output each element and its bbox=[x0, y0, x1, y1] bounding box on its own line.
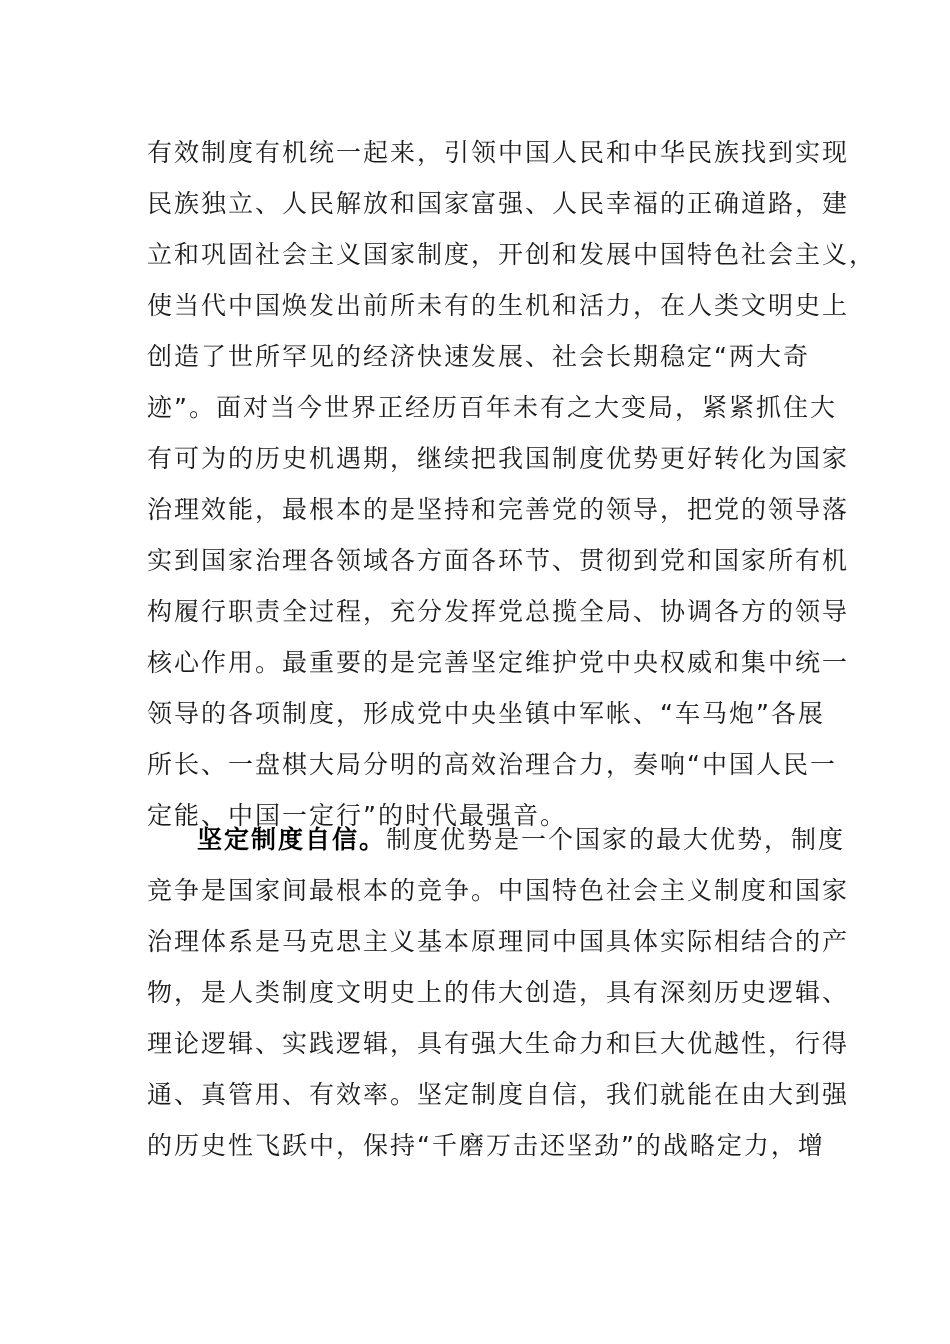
paragraph-institutional-confidence bbox=[147, 814, 850, 1171]
paragraph-lead-heading: 坚定制度自信。 bbox=[197, 825, 387, 854]
text-line: 创造了世所罕见的经济快速发展、社会长期稳定“两大奇 bbox=[147, 342, 810, 371]
text-line-rest: 制度优势是一个国家的最大优势，制度 bbox=[386, 825, 846, 854]
text-line: 民族独立、人民解放和国家富强、人民幸福的正确道路，建 bbox=[147, 189, 850, 218]
text-line: 实到国家治理各领域各方面各环节、贯彻到党和国家所有机 bbox=[147, 546, 850, 575]
text-line: 所长、一盘棋大局分明的高效治理合力，奏响“中国人民一 bbox=[147, 750, 837, 779]
text-line: 有效制度有机统一起来，引领中国人民和中华民族找到实现 bbox=[147, 138, 850, 167]
text-line: 领导的各项制度，形成党中央坐镇中军帐、“车马炮”各展 bbox=[147, 699, 825, 728]
text-line: 构履行职责全过程，充分发挥党总揽全局、协调各方的领导 bbox=[147, 597, 850, 626]
text-line: 通、真管用、有效率。坚定制度自信，我们就能在由大到强 bbox=[147, 1080, 850, 1109]
text-line: 使当代中国焕发出前所未有的生机和活力，在人类文明史上 bbox=[147, 291, 850, 320]
text-line: 迹”。面对当今世界正经历百年未有之大变局，紧紧抓住大 bbox=[147, 393, 837, 422]
text-line: 的历史性飞跃中，保持“千磨万击还坚劲”的战略定力，增 bbox=[147, 1131, 825, 1160]
text-line: 定能、中国一定行”的时代最强音。 bbox=[147, 801, 567, 830]
text-line: 治理体系是马克思主义基本原理同中国具体实际相结合的产 bbox=[147, 927, 850, 956]
text-line: 物，是人类制度文明史上的伟大创造，具有深刻历史逻辑、 bbox=[147, 978, 850, 1007]
paragraph-system-advantages bbox=[147, 127, 877, 841]
text-line: 竞争是国家间最根本的竞争。中国特色社会主义制度和国家 bbox=[147, 876, 850, 905]
text-line: 理论逻辑、实践逻辑，具有强大生命力和巨大优越性，行得 bbox=[147, 1029, 850, 1058]
text-line: 有可为的历史机遇期，继续把我国制度优势更好转化为国家 bbox=[147, 444, 850, 473]
text-line: 治理效能，最根本的是坚持和完善党的领导，把党的领导落 bbox=[147, 495, 850, 524]
text-line: 立和巩固社会主义国家制度，开创和发展中国特色社会主义， bbox=[147, 240, 877, 269]
text-line: 核心作用。最重要的是完善坚定维护党中央权威和集中统一 bbox=[147, 648, 850, 677]
text-line-first bbox=[147, 814, 846, 865]
